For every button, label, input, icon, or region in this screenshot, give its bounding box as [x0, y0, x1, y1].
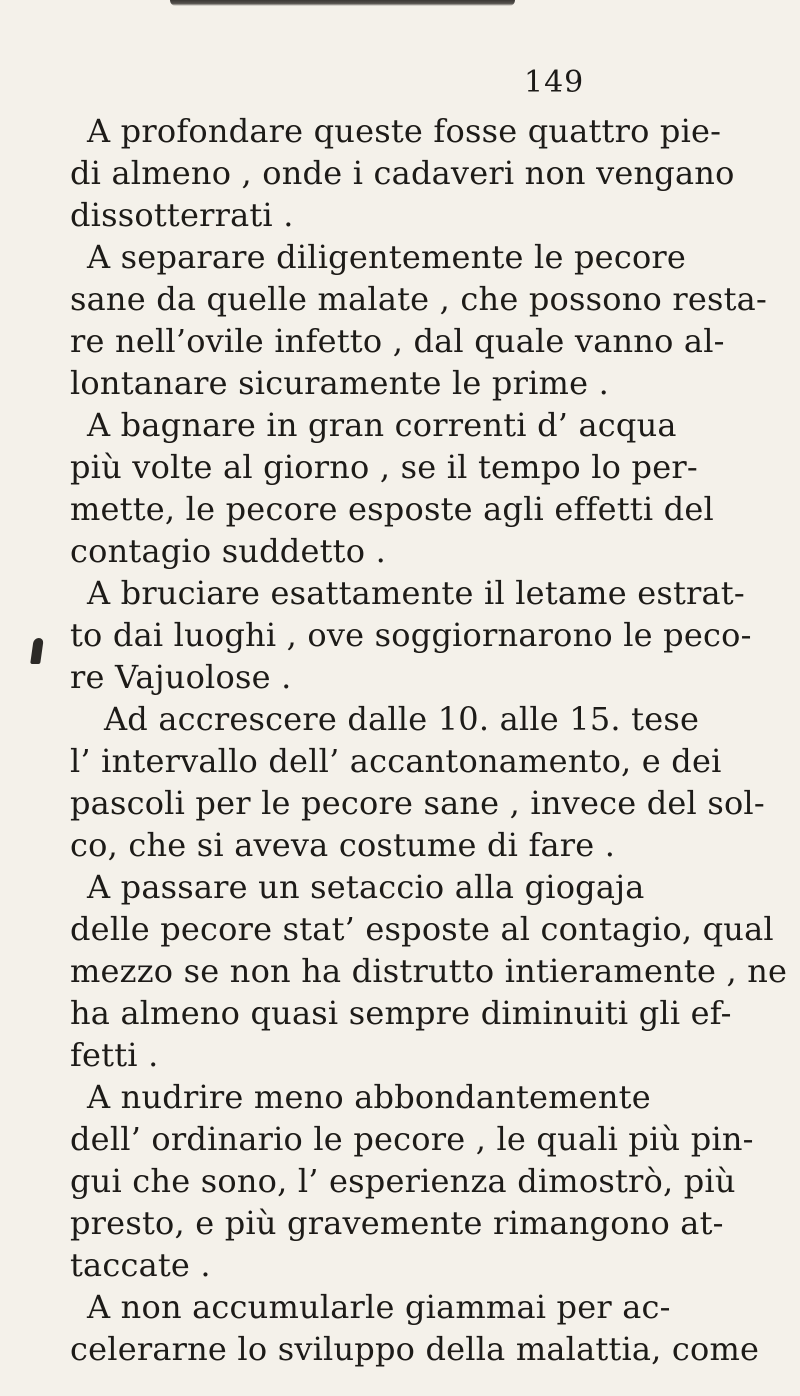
text-line: delle pecore stat’ esposte al contagio, qual	[70, 910, 774, 948]
text-line: contagio suddetto .	[70, 532, 386, 570]
text-line: re Vajuolose .	[70, 658, 292, 696]
text-line: dissotterrati .	[70, 196, 294, 234]
text-line: co, che si aveva costume di fare .	[70, 826, 616, 864]
text-line: mette, le pecore esposte agli effetti del	[70, 490, 714, 528]
text-line: mezzo se non ha distrutto intieramente , ne	[70, 952, 788, 990]
page-top-edge-shadow	[170, 0, 515, 6]
text-line: ha almeno quasi sempre diminuiti gli ef-	[70, 994, 732, 1032]
body-text	[70, 110, 790, 1370]
text-line: A nudrire meno abbondantemente	[87, 1078, 651, 1116]
text-line: A bruciare esattamente il letame estrat-	[87, 574, 745, 612]
text-line: A bagnare in gran correnti d’ acqua	[87, 406, 677, 444]
text-line: fetti .	[70, 1036, 159, 1074]
text-line: A profondare queste fosse quattro pie-	[87, 112, 722, 150]
text-line: l’ intervallo dell’ accantonamento, e dei	[70, 742, 722, 780]
text-line: pascoli per le pecore sane , invece del sol-	[70, 784, 765, 822]
text-line: dell’ ordinario le pecore , le quali più pin-	[70, 1120, 754, 1158]
text-line: Ad accrescere dalle 10. alle 15. tese	[104, 700, 700, 738]
page-number: 149	[524, 65, 585, 100]
margin-ink-mark	[30, 638, 44, 664]
text-line: A non accumularle giammai per ac-	[87, 1288, 671, 1326]
text-line: taccate .	[70, 1246, 211, 1284]
text-line: to dai luoghi , ove soggiornarono le peco-	[70, 616, 752, 654]
text-line: A passare un setaccio alla giogaja	[87, 868, 645, 906]
text-line: più volte al giorno , se il tempo lo per-	[70, 448, 698, 486]
text-line: sane da quelle malate , che possono resta-	[70, 280, 767, 318]
text-line: re nell’ovile infetto , dal quale vanno al-	[70, 322, 725, 360]
text-line: lontanare sicuramente le prime .	[70, 364, 609, 402]
text-line: celerarne lo sviluppo della malattia, come	[70, 1330, 760, 1368]
text-line: A separare diligentemente le pecore	[87, 238, 687, 276]
text-line: di almeno , onde i cadaveri non vengano	[70, 154, 735, 192]
text-line: presto, e più gravemente rimangono at-	[70, 1204, 724, 1242]
text-line: gui che sono, l’ esperienza dimostrò, più	[70, 1162, 736, 1200]
